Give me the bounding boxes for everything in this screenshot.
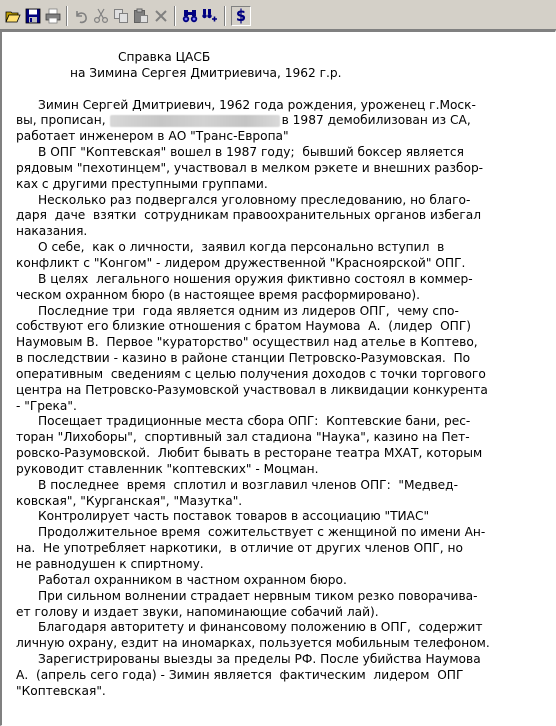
wrap-button[interactable] — [231, 6, 251, 26]
document-line: Работал охранником в частном охранном бюро. — [38, 572, 347, 587]
undo-button[interactable] — [71, 6, 91, 26]
dollar-s-icon — [233, 8, 249, 24]
document-text — [16, 50, 536, 700]
document-line: личную охрану, ездит на иномарках, пользуется мобильным телефоном. — [16, 636, 490, 651]
copy-button[interactable] — [111, 6, 131, 26]
document-line: Продолжительное время сожительствует с женщиной по имени Ан- — [38, 525, 486, 540]
toolbar — [0, 0, 556, 30]
document-line: В последнее время сплотил и возглавил членов ОПГ: "Медвед- — [38, 477, 458, 492]
save-button[interactable] — [23, 6, 43, 26]
document-line: торан "Лихоборы", спортивный зал стадиона "Наука", казино на Пет- — [16, 430, 470, 445]
document-line: оперативным сведениям с целью получения доходов с точки торгового — [16, 366, 486, 381]
document-line: В ОПГ "Коптевская" вошел в 1987 году; бывший боксер является — [38, 145, 464, 160]
blank-line — [16, 82, 536, 98]
document-line: Наумовым В. Первое "кураторство" осуществил над ателье в Коптево, — [16, 335, 478, 350]
paste-button[interactable] — [131, 6, 151, 26]
document-editor[interactable] — [0, 30, 556, 726]
document-line: руководит ставленник "коптевских" - Моцман. — [16, 461, 319, 476]
document-line: на. Не употребляет наркотики, в отличие от других членов ОПГ, но — [16, 541, 463, 556]
document-subtitle: на Зимина Сергея Дмитриевича, 1962 г.р. — [70, 65, 342, 80]
undo-icon — [73, 8, 89, 24]
document-line: При сильном волнении страдает нервным тиком резко поворачива- — [38, 588, 478, 603]
replace-button[interactable] — [200, 6, 220, 26]
toolbar-separator — [224, 6, 226, 26]
document-line: - "Грека". — [16, 398, 77, 413]
document-line: рядовым "пехотинцем", участвовал в мелком рэкете и внешних разбор- — [16, 160, 484, 175]
document-line: ет голову и издает звуки, напоминающие собачий лай). — [16, 604, 379, 619]
document-line: собствуют его близкие отношения с братом Наумова А. (лидер ОПГ) — [16, 319, 472, 334]
document-line: Зимин Сергей Дмитриевич, 1962 года рождения, уроженец г.Моск- — [38, 97, 476, 112]
delete-x-icon — [153, 8, 169, 24]
document-line: О себе, как о личности, заявил когда персонально вступил в — [38, 240, 445, 255]
document-line: ческом охранном бюро (в настоящее время расформировано). — [16, 287, 420, 302]
delete-button[interactable] — [151, 6, 171, 26]
line-text: вы, прописан, — [16, 113, 106, 128]
print-button[interactable] — [43, 6, 63, 26]
find-button[interactable] — [180, 6, 200, 26]
line-text: в 1987 демобилизован из СА, — [281, 113, 471, 128]
document-title: Справка ЦАСБ — [118, 50, 211, 64]
document-line: Посещает традиционные места сбора ОПГ: Коптевские бани, рес- — [38, 414, 471, 429]
document-line: даря даче взятки сотрудникам правоохранительных органов избегал — [16, 208, 482, 223]
copy-icon — [113, 8, 129, 24]
document-line: Благодаря авторитету и финансовому положению в ОПГ, содержит — [38, 620, 483, 635]
document-line: не равнодушен к спиртному. — [16, 557, 204, 571]
document-line: Несколько раз подвергался уголовному преследованию, но благо- — [38, 192, 471, 207]
toolbar-separator — [174, 6, 176, 26]
document-line: А. (апрель сего года) - Зимин является фактическим лидером ОПГ — [16, 667, 464, 682]
open-button[interactable] — [3, 6, 23, 26]
document-line: конфликт с "Конгом" - лидером дружественной "Красноярской" ОПГ. — [16, 255, 466, 270]
document-line: "Коптевская". — [16, 683, 106, 698]
document-line: центра на Петровско-Разумовской участвовал в ликвидации конкурента — [16, 382, 488, 397]
cut-button[interactable] — [91, 6, 111, 26]
printer-icon — [45, 8, 61, 24]
redacted-address — [110, 115, 280, 127]
document-line: Последние три года является одним из лидеров ОПГ, чему спо- — [38, 303, 459, 318]
toolbar-separator — [66, 6, 68, 26]
document-line: Контролирует часть поставок товаров в ассоциацию "ТИАС" — [38, 509, 430, 524]
document-line: Зарегистрированы выезды за пределы РФ. После убийства Наумова — [38, 652, 481, 667]
floppy-disk-icon — [25, 8, 41, 24]
document-line: В целях легального ношения оружия фиктивно состоял в коммер- — [38, 271, 473, 286]
scissors-icon — [93, 8, 109, 24]
svg-text:S: S — [235, 9, 247, 24]
document-line: ках с другими преступными группами. — [16, 176, 268, 191]
document-line: работает инженером в АО "Транс-Европа" — [16, 129, 289, 144]
document-line: наказания. — [16, 224, 88, 239]
open-folder-icon — [5, 8, 21, 24]
binoculars-icon — [182, 8, 198, 24]
document-line: в последствии - казино в районе станции Петровско-Разумовская. По — [16, 351, 471, 366]
document-line: ровско-Разумовской. Любит бывать в ресторане театра МХАТ, которым — [16, 446, 483, 461]
paste-icon — [133, 8, 149, 24]
document-line — [16, 113, 536, 129]
document-line: ковская", "Курганская", "Мазутка". — [16, 493, 243, 508]
find-replace-icon — [202, 8, 218, 24]
